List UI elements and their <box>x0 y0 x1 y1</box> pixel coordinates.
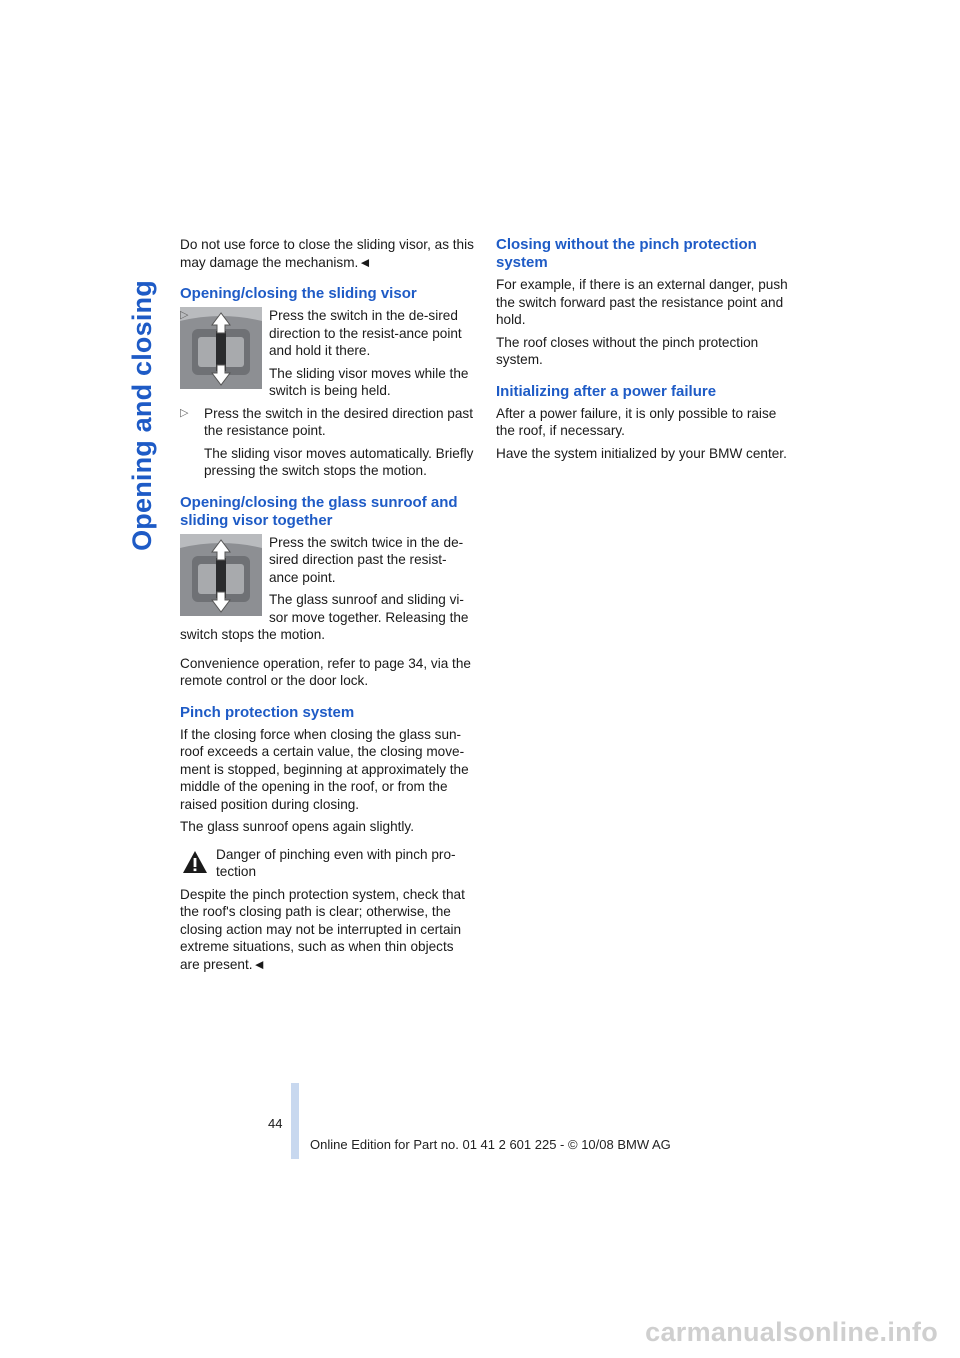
page-number: 44 <box>268 1116 283 1131</box>
heading-sunroof-and-visor: Opening/closing the glass sunroof and sliding visor together <box>180 493 458 529</box>
switch-image <box>180 534 262 616</box>
watermark: carmanualsonline.info <box>645 1317 938 1347</box>
warning-note <box>180 846 474 881</box>
warning-title: Danger of pinching even with pinch pro-tection <box>216 846 456 879</box>
heading-pinch-protection: Pinch protection system <box>180 703 355 721</box>
intro-text: Do not use force to close the sliding visor, as this may damage the mechanism.◄ <box>180 237 474 270</box>
body-text: The roof closes without the pinch protection system. <box>496 334 759 367</box>
heading-sliding-visor: Opening/closing the sliding visor <box>180 285 417 302</box>
warning-icon <box>182 850 208 874</box>
body-text: Press the switch twice in the de-sired direction past the resist-ance point. <box>269 534 464 585</box>
list-item-sub: The sliding visor moves while the switch is being held. <box>269 365 469 398</box>
body-text: After a power failure, it is only possible to raise the roof, if necessary. <box>496 405 777 438</box>
list-item <box>180 405 474 440</box>
left-column <box>180 236 474 978</box>
body-text: Convenience operation, refer to page 34, via the remote control or the door lock. <box>180 655 471 688</box>
bullet-marker: ▷ <box>180 309 189 321</box>
heading-power-failure: Initializing after a power failure <box>496 382 717 400</box>
footer-edition: Online Edition for Part no. 01 41 2 601 225 - © 10/08 BMW AG <box>310 1137 671 1152</box>
body-text: For example, if there is an external danger, push the switch forward past the resistance point and hold. <box>496 277 788 327</box>
list-item-text: Press the switch in the de-sired direction to the resist-ance point and hold it there. <box>269 308 462 358</box>
heading-no-pinch-protection: Closing without the pinch protection system <box>496 236 757 271</box>
right-column <box>496 236 792 467</box>
chapter-title: Opening and closing <box>126 279 157 551</box>
body-text: If the closing force when closing the glass sun-roof exceeds a certain value, the closing move-ment is stopped, beginning at approximately the middle of the opening in the roof, or from the raised position during closing. <box>180 726 469 812</box>
warning-body: Despite the pinch protection system, check that the roof's closing path is clear; otherwise, the closing action may not be interrupted in certain extreme situations, such as when thin objects are present.◄ <box>180 886 465 972</box>
list-item <box>180 307 474 360</box>
body-text: The glass sunroof and sliding vi-sor move together. Releasing the switch stops the motion. <box>180 592 469 642</box>
chapter-sidebar <box>122 235 162 595</box>
list-item-text: Press the switch in the desired direction past the resistance point. <box>204 405 473 438</box>
body-text: The glass sunroof opens again slightly. <box>180 819 415 834</box>
bullet-marker: ▷ <box>180 406 189 419</box>
footer-accent-bar <box>291 1083 299 1159</box>
body-text: Have the system initialized by your BMW center. <box>496 445 787 461</box>
roof-switch-illustration <box>180 534 262 616</box>
list-item-sub: The sliding visor moves automatically. Briefly pressing the switch stops the motion. <box>204 445 474 478</box>
